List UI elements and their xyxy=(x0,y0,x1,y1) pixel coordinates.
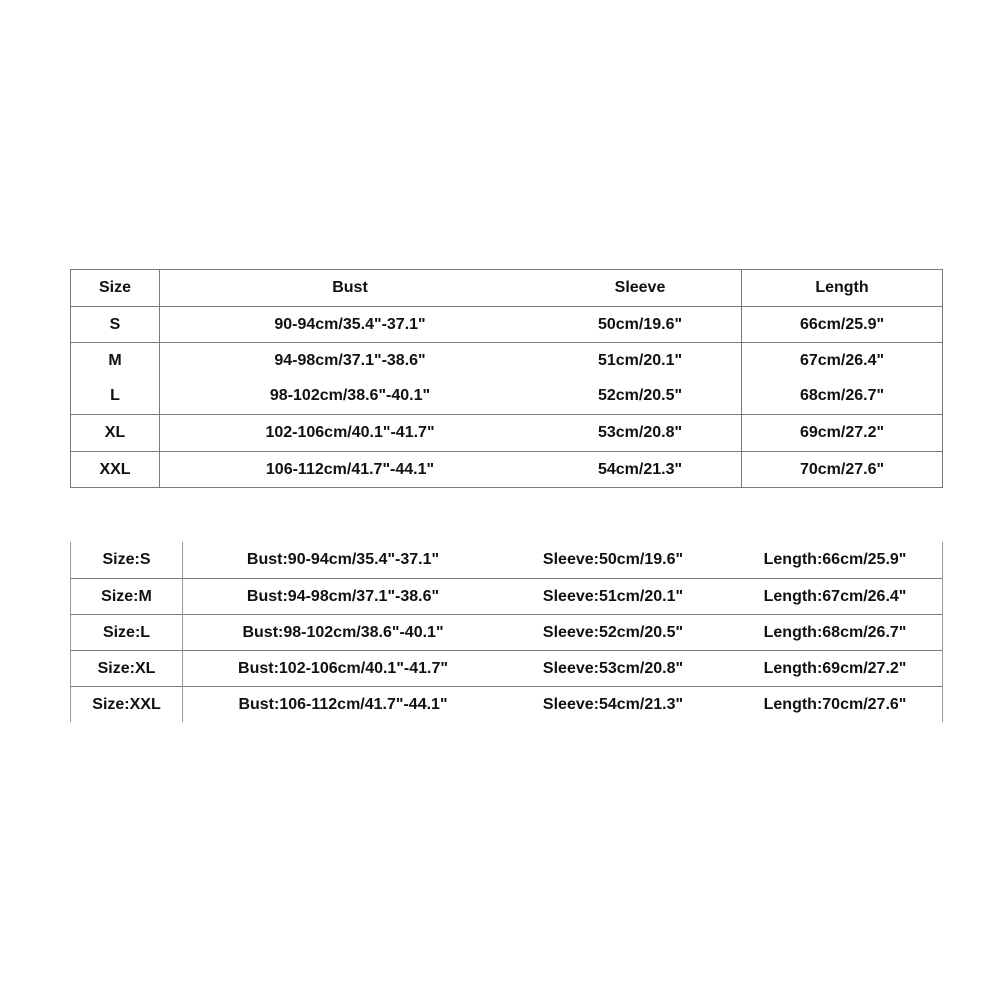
cell-size: Size:M xyxy=(101,587,152,605)
cell-size: XL xyxy=(104,424,126,441)
cell-length: 67cm/26.4" xyxy=(799,351,885,369)
header-length: Length xyxy=(815,279,869,296)
cell-sleeve: 50cm/19.6" xyxy=(597,315,683,333)
cell-length: Length:67cm/26.4" xyxy=(763,587,907,605)
cell-bust: Bust:98-102cm/38.6"-40.1" xyxy=(242,623,444,641)
cell-bust: 102-106cm/40.1"-41.7" xyxy=(265,424,435,441)
cell-sleeve: Sleeve:50cm/19.6" xyxy=(542,551,684,568)
cell-length: Length:66cm/25.9" xyxy=(763,551,907,568)
table-border-right xyxy=(942,269,943,488)
cell-bust: Bust:90-94cm/35.4"-37.1" xyxy=(246,551,440,568)
cell-sleeve: 54cm/21.3" xyxy=(597,460,683,478)
cell-bust: Bust:106-112cm/41.7"-44.1" xyxy=(238,695,448,713)
cell-size: Size:S xyxy=(102,551,151,568)
cell-sleeve: 53cm/20.8" xyxy=(597,424,683,441)
table-column-divider xyxy=(159,269,160,488)
cell-sleeve: Sleeve:53cm/20.8" xyxy=(542,659,684,677)
cell-bust: Bust:102-106cm/40.1"-41.7" xyxy=(238,659,448,677)
cell-sleeve: Sleeve:51cm/20.1" xyxy=(542,587,684,605)
cell-bust: Bust:94-98cm/37.1"-38.6" xyxy=(246,587,440,605)
cell-length: 66cm/25.9" xyxy=(799,315,885,333)
cell-size: Size:XXL xyxy=(92,695,161,713)
table-border-bottom xyxy=(70,487,943,488)
cell-length: Length:70cm/27.6" xyxy=(763,695,907,713)
header-bust: Bust xyxy=(332,279,368,296)
table-column-divider xyxy=(182,542,183,722)
cell-length: Length:68cm/26.7" xyxy=(763,623,907,641)
cell-bust: 98-102cm/38.6"-40.1" xyxy=(269,387,431,404)
cell-length: Length:69cm/27.2" xyxy=(763,659,907,677)
cell-size: L xyxy=(110,387,120,404)
cell-bust: 94-98cm/37.1"-38.6" xyxy=(274,351,426,369)
cell-sleeve: 51cm/20.1" xyxy=(597,351,683,369)
cell-sleeve: 52cm/20.5" xyxy=(597,387,683,404)
cell-size: XXL xyxy=(99,460,131,478)
header-sleeve: Sleeve xyxy=(614,279,666,296)
cell-length: 70cm/27.6" xyxy=(799,460,885,478)
table-border-right xyxy=(942,542,943,722)
cell-size: Size:L xyxy=(102,623,151,641)
cell-sleeve: Sleeve:54cm/21.3" xyxy=(542,695,684,713)
cell-size: S xyxy=(109,315,121,333)
cell-size: M xyxy=(108,351,122,369)
cell-bust: 106-112cm/41.7"-44.1" xyxy=(265,460,435,478)
cell-bust: 90-94cm/35.4"-37.1" xyxy=(274,315,426,333)
header-size: Size xyxy=(98,279,131,296)
cell-length: 68cm/26.7" xyxy=(799,387,885,404)
cell-size: Size:XL xyxy=(97,659,156,677)
cell-sleeve: Sleeve:52cm/20.5" xyxy=(542,623,684,641)
cell-length: 69cm/27.2" xyxy=(799,424,885,441)
